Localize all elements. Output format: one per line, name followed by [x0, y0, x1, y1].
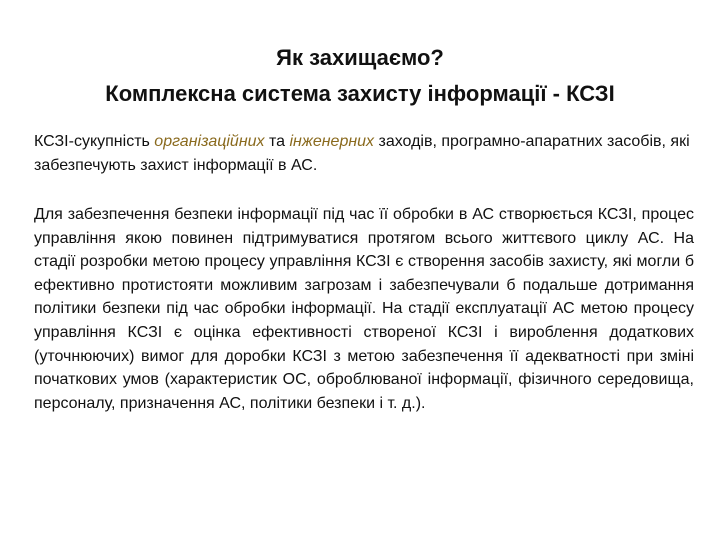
- term-organizational: організаційних: [154, 133, 265, 150]
- definition-paragraph: [34, 130, 694, 178]
- body-paragraph: Для забезпечення безпеки інформації під час її обробки в АС створюється КСЗІ, процес управління якою повинен підтримуватися протягом всього життєвого циклу АС. На стадії розробки метою процесу управління КСЗІ є створення засобів захисту, які могли б ефективно протистояти можливим загрозам і забезпечували б подальше дотримання політики безпеки під час обробки інформації. На стадії експлуатації АС метою процесу управління КСЗІ є оцінка ефективності створеної КСЗІ і вироблення додаткових (уточнюючих) вимог для доробки КСЗІ з метою забезпечення її адекватності при зміні початкових умов (характеристик ОС, оброблюваної інформації, фізичного середовища, персоналу, призначення АС, політики безпеки і т. д.).: [34, 206, 694, 412]
- term-engineering: інженерних: [289, 133, 375, 150]
- slide-title: [0, 40, 720, 112]
- title-question: Як захищаємо?: [276, 45, 444, 70]
- title-subject: Комплексна система захисту інформації - КСЗІ: [105, 81, 615, 106]
- definition-suffix: заходів, програмно-апаратних засобів, які забезпечують захист інформації в АС.: [34, 133, 690, 174]
- definition-prefix: КСЗІ-сукупність: [34, 133, 155, 150]
- definition-connector: та: [264, 133, 290, 150]
